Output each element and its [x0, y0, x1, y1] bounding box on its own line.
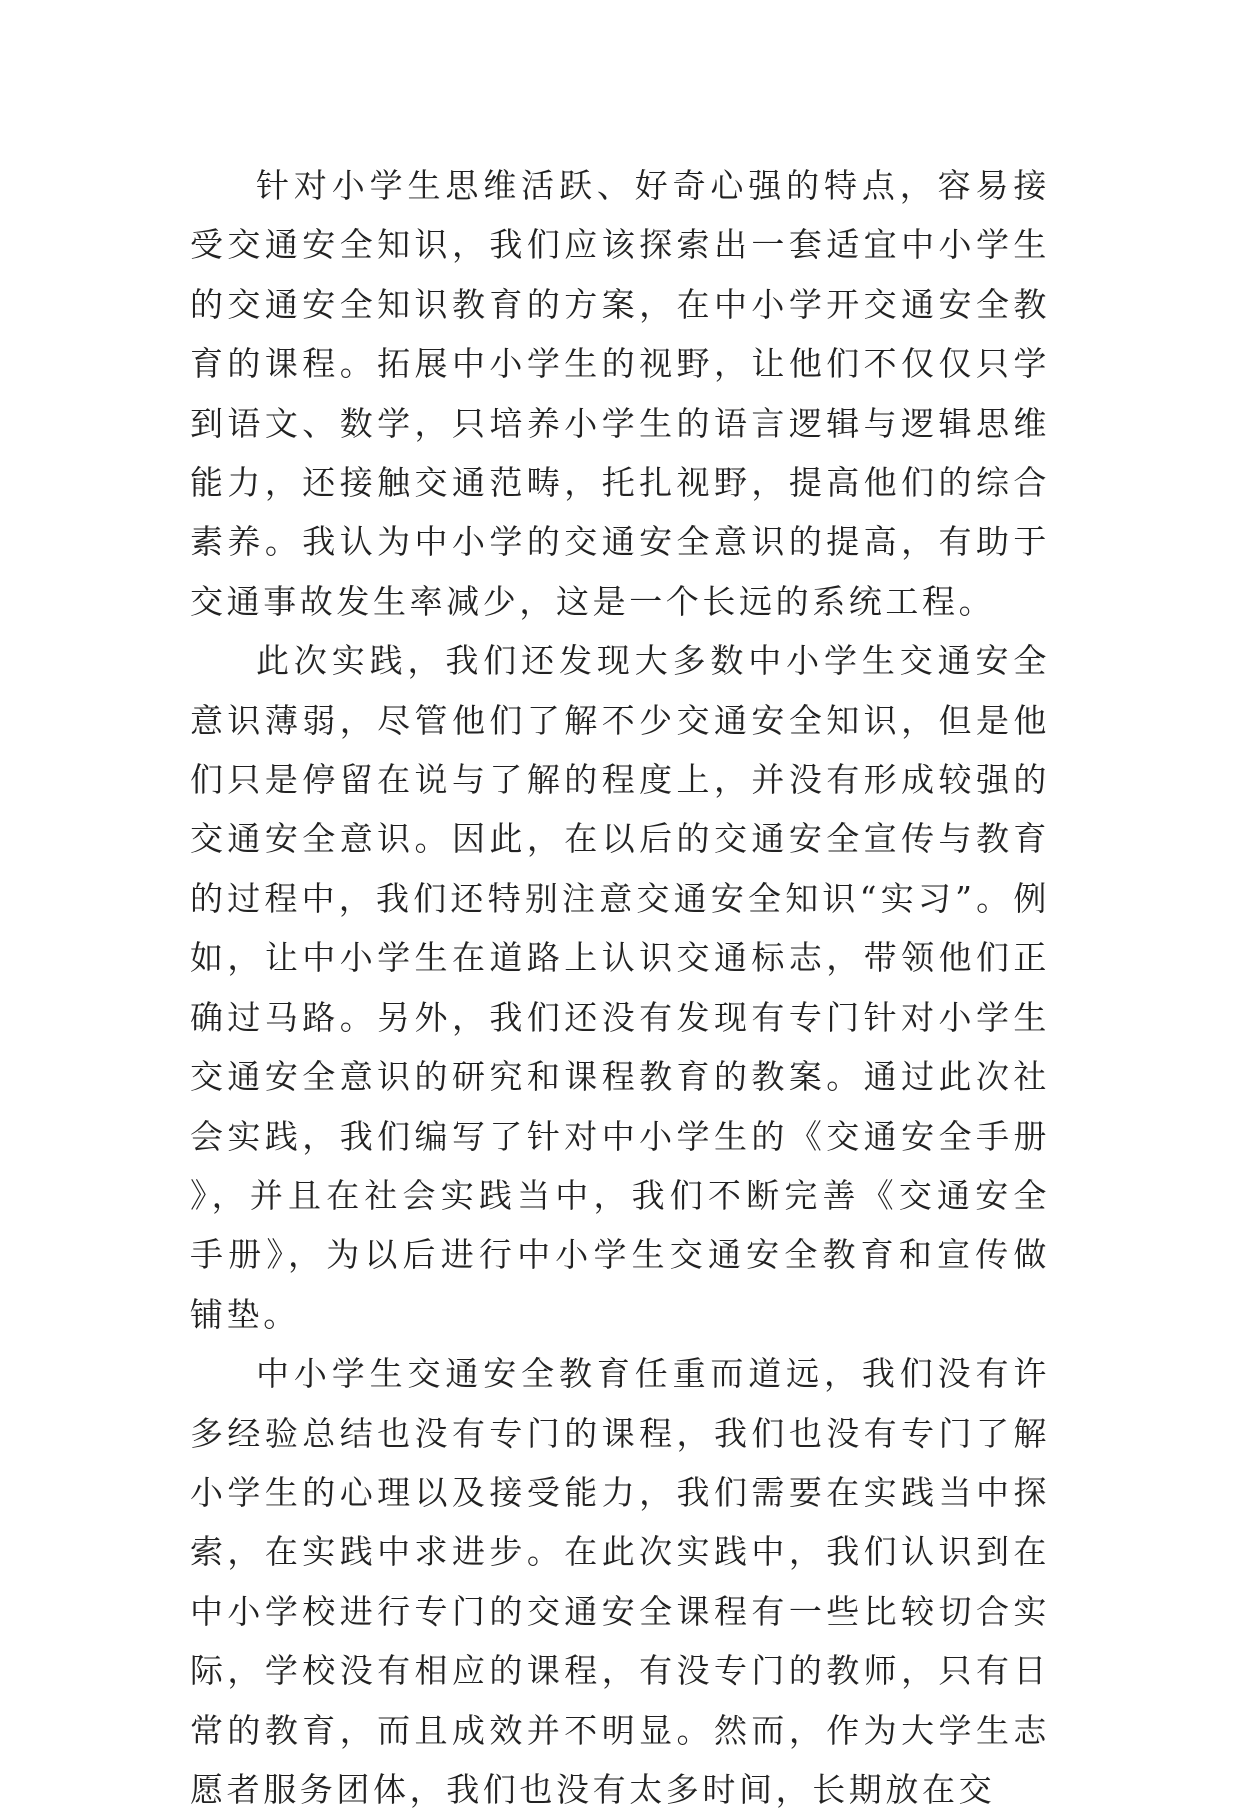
paragraph-2: 此次实践，我们还发现大多数中小学生交通安全意识薄弱，尽管他们了解不少交通安全知识，但是他们只是停留在说与了解的程度上，并没有形成较强的交通安全意识。因此，在以后的交通安全宣传与教育的过程中，我们还特别注意交通安全知识“实习”。例如，让中小学生在道路上认识交通标志，带领他们正确过马路。另外，我们还没有发现有专门针对小学生交通安全意识的研究和课程教育的教案。通过此次社会实践，我们编写了针对中小学生的《交通安全手册》，并且在社会实践当中，我们不断完善《交通安全手册》，为以后进行中小学生交通安全教育和宣传做铺垫。 — [190, 641, 1050, 1334]
paragraph-3: 中小学生交通安全教育任重而道远，我们没有许多经验总结也没有专门的课程，我们也没有专门了解小学生的心理以及接受能力，我们需要在实践当中探索，在实践中求进步。在此次实践中，我们认识到在中小学校进行专门的交通安全课程有一些比较切合实际，学校没有相应的课程，有没专门的教师，只有日常的教育，而且成效并不明显。然而，作为大学生志愿者服务团体，我们也没有太多时间，长期放在交 — [190, 1354, 1050, 1809]
document-body — [190, 156, 1050, 1819]
paragraph-1: 针对小学生思维活跃、好奇心强的特点，容易接受交通安全知识，我们应该探索出一套适宜中小学生的交通安全知识教育的方案，在中小学开交通安全教育的课程。拓展中小学生的视野，让他们不仅仅只学到语文、数学，只培养小学生的语言逻辑与逻辑思维能力，还接触交通范畴，托扎视野，提高他们的综合素养。我认为中小学的交通安全意识的提高，有助于交通事故发生率减少，这是一个长远的系统工程。 — [190, 166, 1050, 621]
